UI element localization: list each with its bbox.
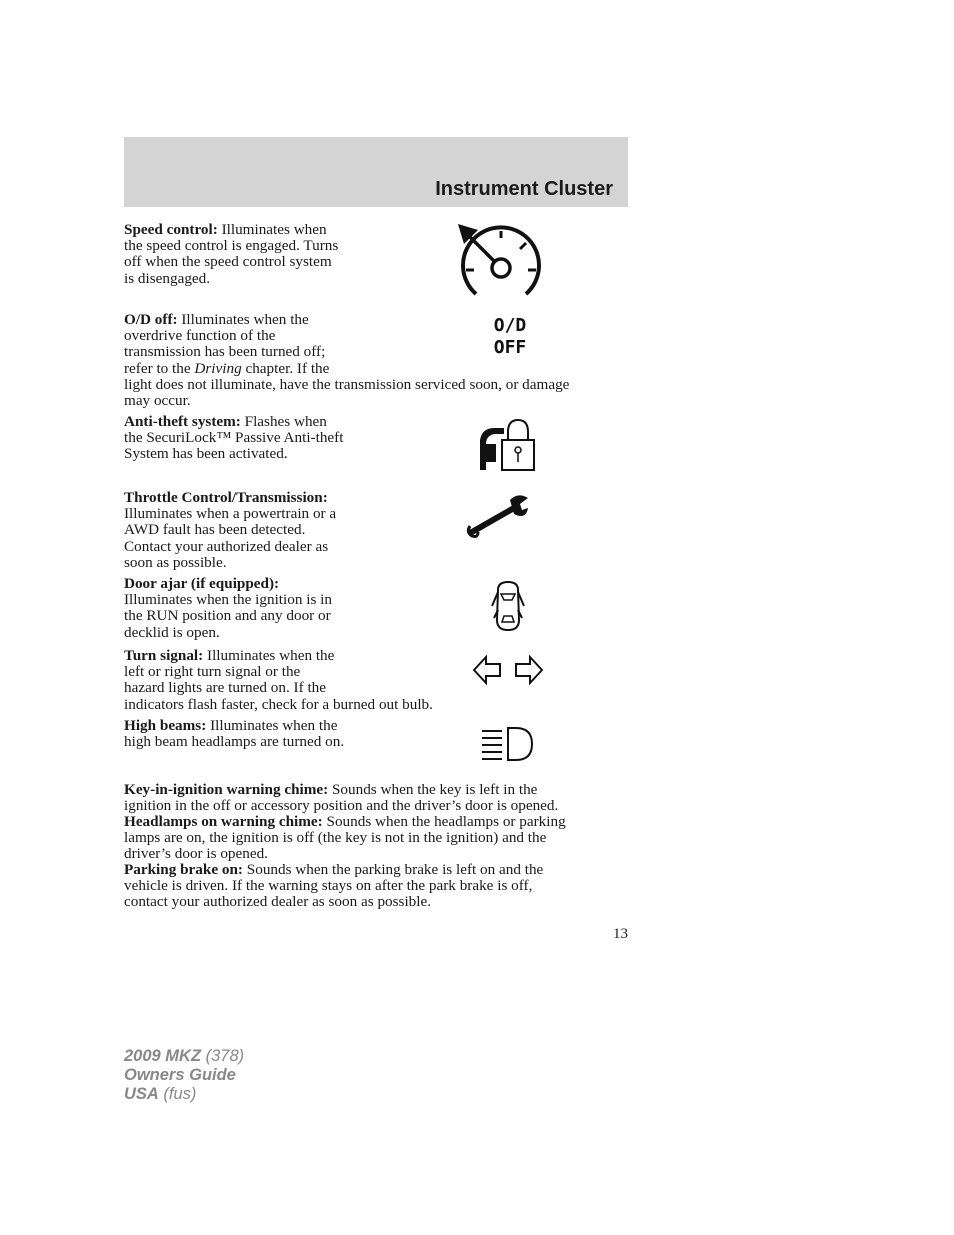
paragraph-text: Flashes when bbox=[244, 413, 327, 430]
footer-region: USA bbox=[124, 1085, 159, 1103]
door-ajar-icon bbox=[490, 580, 526, 632]
paragraph-text: the SecuriLock™ Passive Anti-theft bbox=[124, 429, 344, 447]
paragraph-text: the RUN position and any door or bbox=[124, 607, 331, 625]
wrench-icon bbox=[466, 492, 532, 540]
paragraph-text: soon as possible. bbox=[124, 553, 227, 571]
paragraph-text: hazard lights are turned on. If the bbox=[124, 679, 326, 697]
paragraph-text: left or right turn signal or the bbox=[124, 663, 301, 681]
paragraph-text: Illuminates when bbox=[221, 221, 327, 238]
footer-model: 2009 MKZ bbox=[124, 1047, 202, 1065]
high-beams-term: High beams: bbox=[124, 717, 207, 734]
high-beams-paragraph bbox=[124, 718, 344, 750]
anti-theft-paragraph bbox=[124, 414, 343, 463]
paragraph-text: off when the speed control system bbox=[124, 253, 332, 271]
headlamps-chime-term: Headlamps on warning chime: bbox=[124, 813, 323, 830]
od-off-icon-label-2: OFF bbox=[493, 337, 527, 358]
anti-theft-lock-icon bbox=[476, 418, 538, 472]
throttle-control-paragraph bbox=[124, 490, 336, 571]
speed-control-icon bbox=[456, 222, 546, 302]
turn-signal-arrows-icon bbox=[472, 654, 544, 686]
paragraph-text: is disengaged. bbox=[124, 269, 211, 287]
paragraph-text: AWD fault has been detected. bbox=[124, 521, 306, 539]
paragraph-text: Illuminates when the ignition is in bbox=[124, 591, 332, 609]
parking-brake-term: Parking brake on: bbox=[124, 861, 243, 878]
paragraph-text: Illuminates when the bbox=[181, 311, 309, 328]
footer-model-code: (378) bbox=[201, 1047, 245, 1065]
paragraph-text: Illuminates when the bbox=[210, 717, 338, 734]
paragraph-text: Sounds when the headlamps or parking bbox=[326, 813, 566, 830]
paragraph-text: System has been activated. bbox=[124, 445, 288, 463]
paragraph-text: Illuminates when the bbox=[207, 647, 335, 664]
paragraph-text: refer to the bbox=[124, 359, 195, 377]
paragraph-text: chapter. If the bbox=[241, 359, 330, 377]
paragraph-text: decklid is open. bbox=[124, 623, 220, 641]
high-beam-icon bbox=[480, 726, 536, 762]
paragraph-text: overdrive function of the bbox=[124, 327, 276, 345]
throttle-control-term: Throttle Control/Transmission: bbox=[124, 489, 328, 506]
door-ajar-term: Door ajar (if equipped): bbox=[124, 575, 280, 592]
speed-control-paragraph bbox=[124, 222, 338, 287]
key-in-ignition-paragraph bbox=[124, 782, 634, 814]
paragraph-text: transmission has been turned off; bbox=[124, 343, 326, 361]
door-ajar-paragraph bbox=[124, 576, 332, 641]
paragraph-text: Illuminates when a powertrain or a bbox=[124, 505, 337, 523]
paragraph-text: vehicle is driven. If the warning stays on after the park brake is off, bbox=[124, 877, 533, 895]
document-footer bbox=[124, 1047, 244, 1104]
paragraph-text: lamps are on, the ignition is off (the key is not in the ignition) and the bbox=[124, 829, 547, 847]
parking-brake-paragraph bbox=[124, 862, 634, 911]
paragraph-text: may occur. bbox=[124, 392, 191, 410]
od-off-icon bbox=[488, 315, 532, 359]
anti-theft-term: Anti-theft system: bbox=[124, 413, 241, 430]
od-off-paragraph bbox=[124, 312, 634, 409]
od-off-icon-label-1: O/D bbox=[493, 315, 527, 336]
paragraph-text: Sounds when the key is left in the bbox=[331, 781, 538, 798]
paragraph-text: ignition in the off or accessory position and the driver’s door is opened. bbox=[124, 797, 559, 815]
paragraph-text: Contact your authorized dealer as bbox=[124, 537, 329, 555]
footer-guide-title: Owners Guide bbox=[124, 1066, 236, 1084]
speed-control-term: Speed control: bbox=[124, 221, 218, 238]
paragraph-text: the speed control is engaged. Turns bbox=[124, 237, 339, 255]
headlamps-chime-paragraph bbox=[124, 814, 634, 863]
od-off-term: O/D off: bbox=[124, 311, 178, 328]
key-in-ignition-term: Key-in-ignition warning chime: bbox=[124, 781, 329, 798]
paragraph-text: high beam headlamps are turned on. bbox=[124, 733, 345, 751]
footer-region-code: (fus) bbox=[158, 1085, 197, 1103]
turn-signal-term: Turn signal: bbox=[124, 647, 204, 664]
page-number: 13 bbox=[613, 926, 628, 942]
section-title: Instrument Cluster bbox=[435, 178, 613, 200]
paragraph-text: Sounds when the parking brake is left on and the bbox=[246, 861, 544, 878]
section-header bbox=[124, 137, 628, 207]
paragraph-text: indicators flash faster, check for a burned out bulb. bbox=[124, 695, 433, 713]
turn-signal-paragraph bbox=[124, 648, 634, 713]
paragraph-text: light does not illuminate, have the transmission serviced soon, or damage bbox=[124, 375, 570, 393]
chapter-reference: Driving bbox=[194, 359, 242, 377]
paragraph-text: contact your authorized dealer as soon as possible. bbox=[124, 893, 432, 911]
paragraph-text: driver’s door is opened. bbox=[124, 845, 268, 863]
